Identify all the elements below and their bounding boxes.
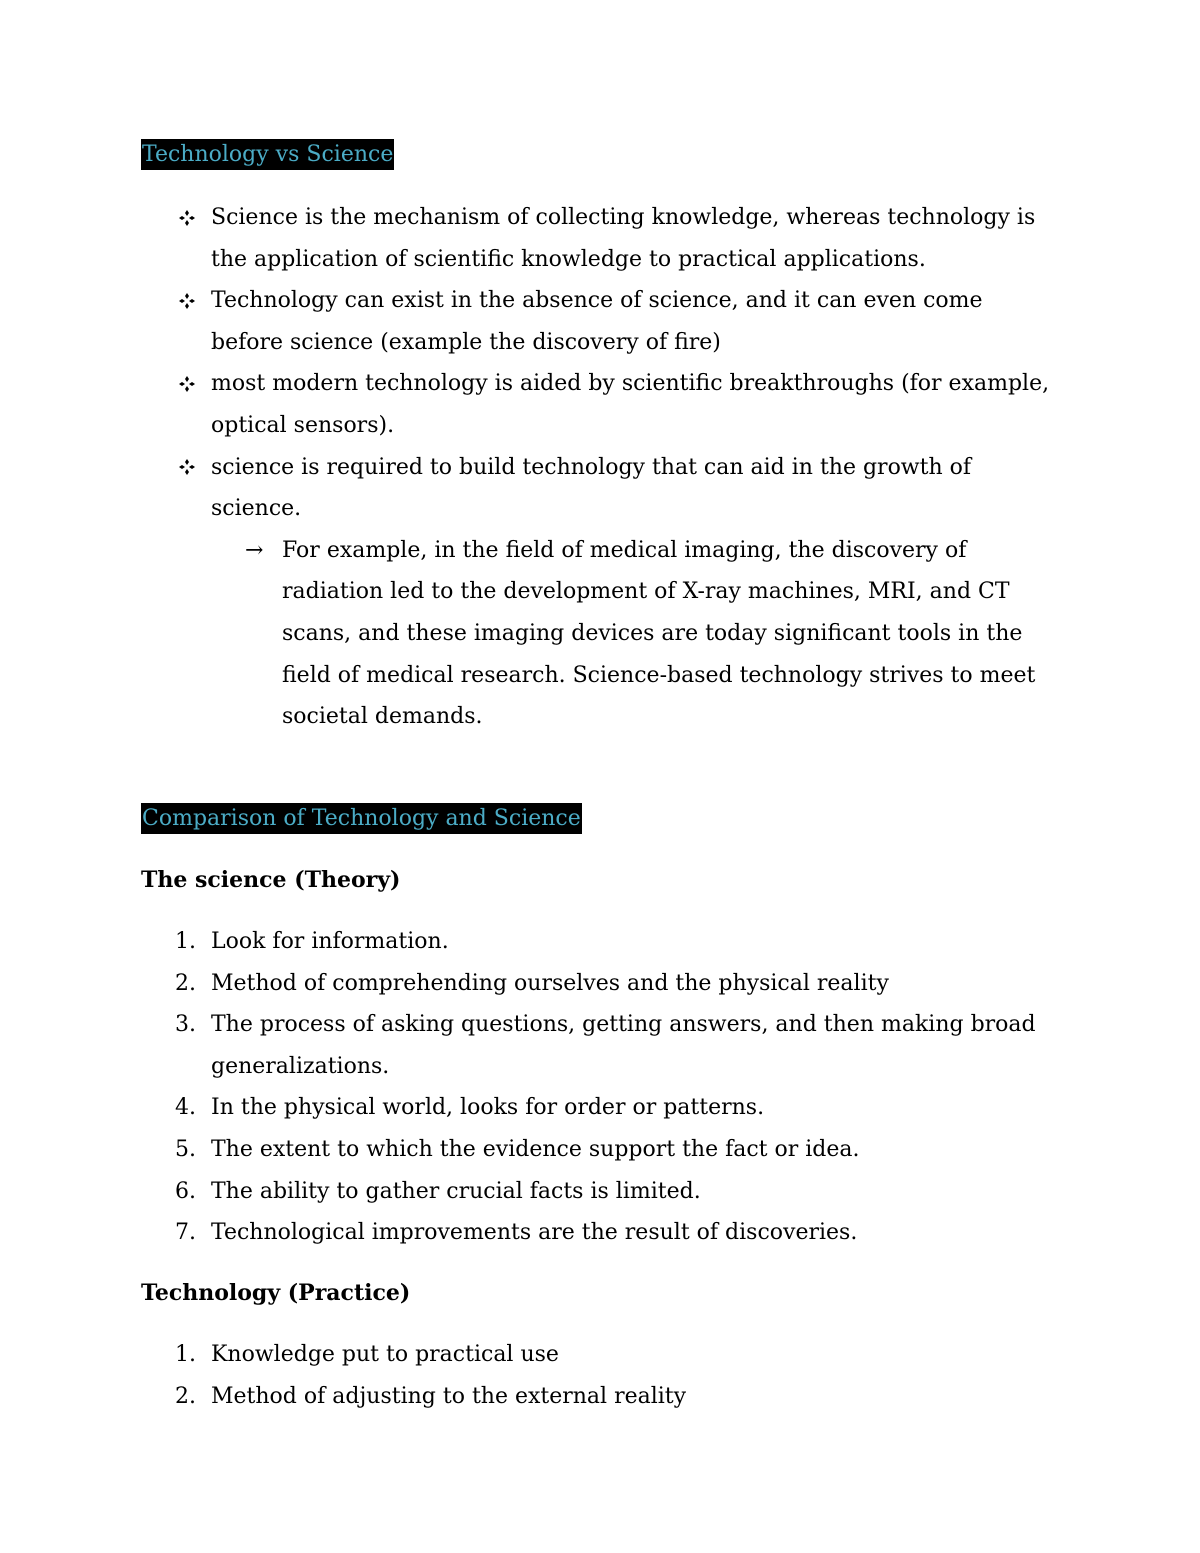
tech-vs-science-bullet-list: [141, 197, 1061, 738]
list-item-text: The ability to gather crucial facts is limited.: [211, 1178, 701, 1204]
list-number: 2.: [175, 1383, 196, 1409]
bullet-text: science is required to build technology that can aid in the growth of science.: [211, 454, 972, 522]
list-item: [141, 1171, 1061, 1213]
list-number: 1.: [175, 929, 196, 954]
list-number: 1.: [175, 1342, 196, 1367]
list-item-text: The extent to which the evidence support the fact or idea.: [211, 1136, 860, 1162]
list-item-text: In the physical world, looks for order or patterns.: [211, 1095, 765, 1121]
list-item: [141, 363, 1061, 446]
list-item: [141, 447, 1061, 738]
list-item-text: Method of adjusting to the external reality: [211, 1383, 687, 1409]
list-item-text: Knowledge put to practical use: [211, 1342, 559, 1367]
list-item-text: Look for information.: [211, 929, 449, 954]
list-number: 3.: [175, 1012, 196, 1038]
four-diamond-bullet-icon: [177, 197, 197, 239]
list-item: [141, 197, 1061, 280]
bullet-text: Science is the mechanism of collecting knowledge, whereas technology is the application of scientific knowledge to practical applications.: [211, 205, 1036, 272]
subheading-technology: Technology (Practice): [141, 1280, 411, 1306]
sub-point: [211, 530, 1061, 738]
list-item: [141, 280, 1061, 363]
list-item: [141, 1004, 1061, 1087]
list-item: [141, 1376, 1061, 1418]
list-item: [141, 1212, 1061, 1254]
list-item: [141, 1087, 1061, 1129]
section-heading-tech-vs-science: Technology vs Science: [141, 139, 394, 170]
list-item: [141, 1129, 1061, 1171]
four-diamond-bullet-icon: [177, 363, 197, 405]
section-heading-comparison: Comparison of Technology and Science: [141, 803, 582, 834]
list-number: 2.: [175, 970, 196, 996]
four-diamond-bullet-icon: [177, 447, 197, 489]
list-number: 5.: [175, 1136, 196, 1162]
bullet-text: Technology can exist in the absence of science, and it can even come before science (example the discovery of fire): [211, 288, 983, 355]
list-item: [141, 1334, 1061, 1376]
list-item-text: Technological improvements are the result of discoveries.: [211, 1220, 858, 1246]
list-number: 4.: [175, 1095, 196, 1121]
four-diamond-bullet-icon: [177, 280, 197, 322]
list-number: 6.: [175, 1178, 196, 1204]
list-item-text: Method of comprehending ourselves and the physical reality: [211, 970, 889, 996]
sub-point-text: For example, in the field of medical imaging, the discovery of radiation led to the development of X-ray machines, MRI, and CT scans, and these imaging devices are today significant tools in the field of medical research. Science-based technology strives to meet societal demands.: [282, 537, 1036, 730]
right-arrow-icon: →: [245, 537, 264, 563]
bullet-text: most modern technology is aided by scientific breakthroughs (for example, optical sensors).: [211, 371, 1050, 438]
science-numbered-list: [141, 921, 1061, 1254]
list-number: 7.: [175, 1220, 196, 1246]
list-item-text: The process of asking questions, getting answers, and then making broad generalizations.: [211, 1012, 1036, 1079]
list-item: [141, 963, 1061, 1005]
list-item: [141, 921, 1061, 963]
technology-numbered-list: [141, 1334, 1061, 1417]
subheading-science: The science (Theory): [141, 867, 401, 893]
